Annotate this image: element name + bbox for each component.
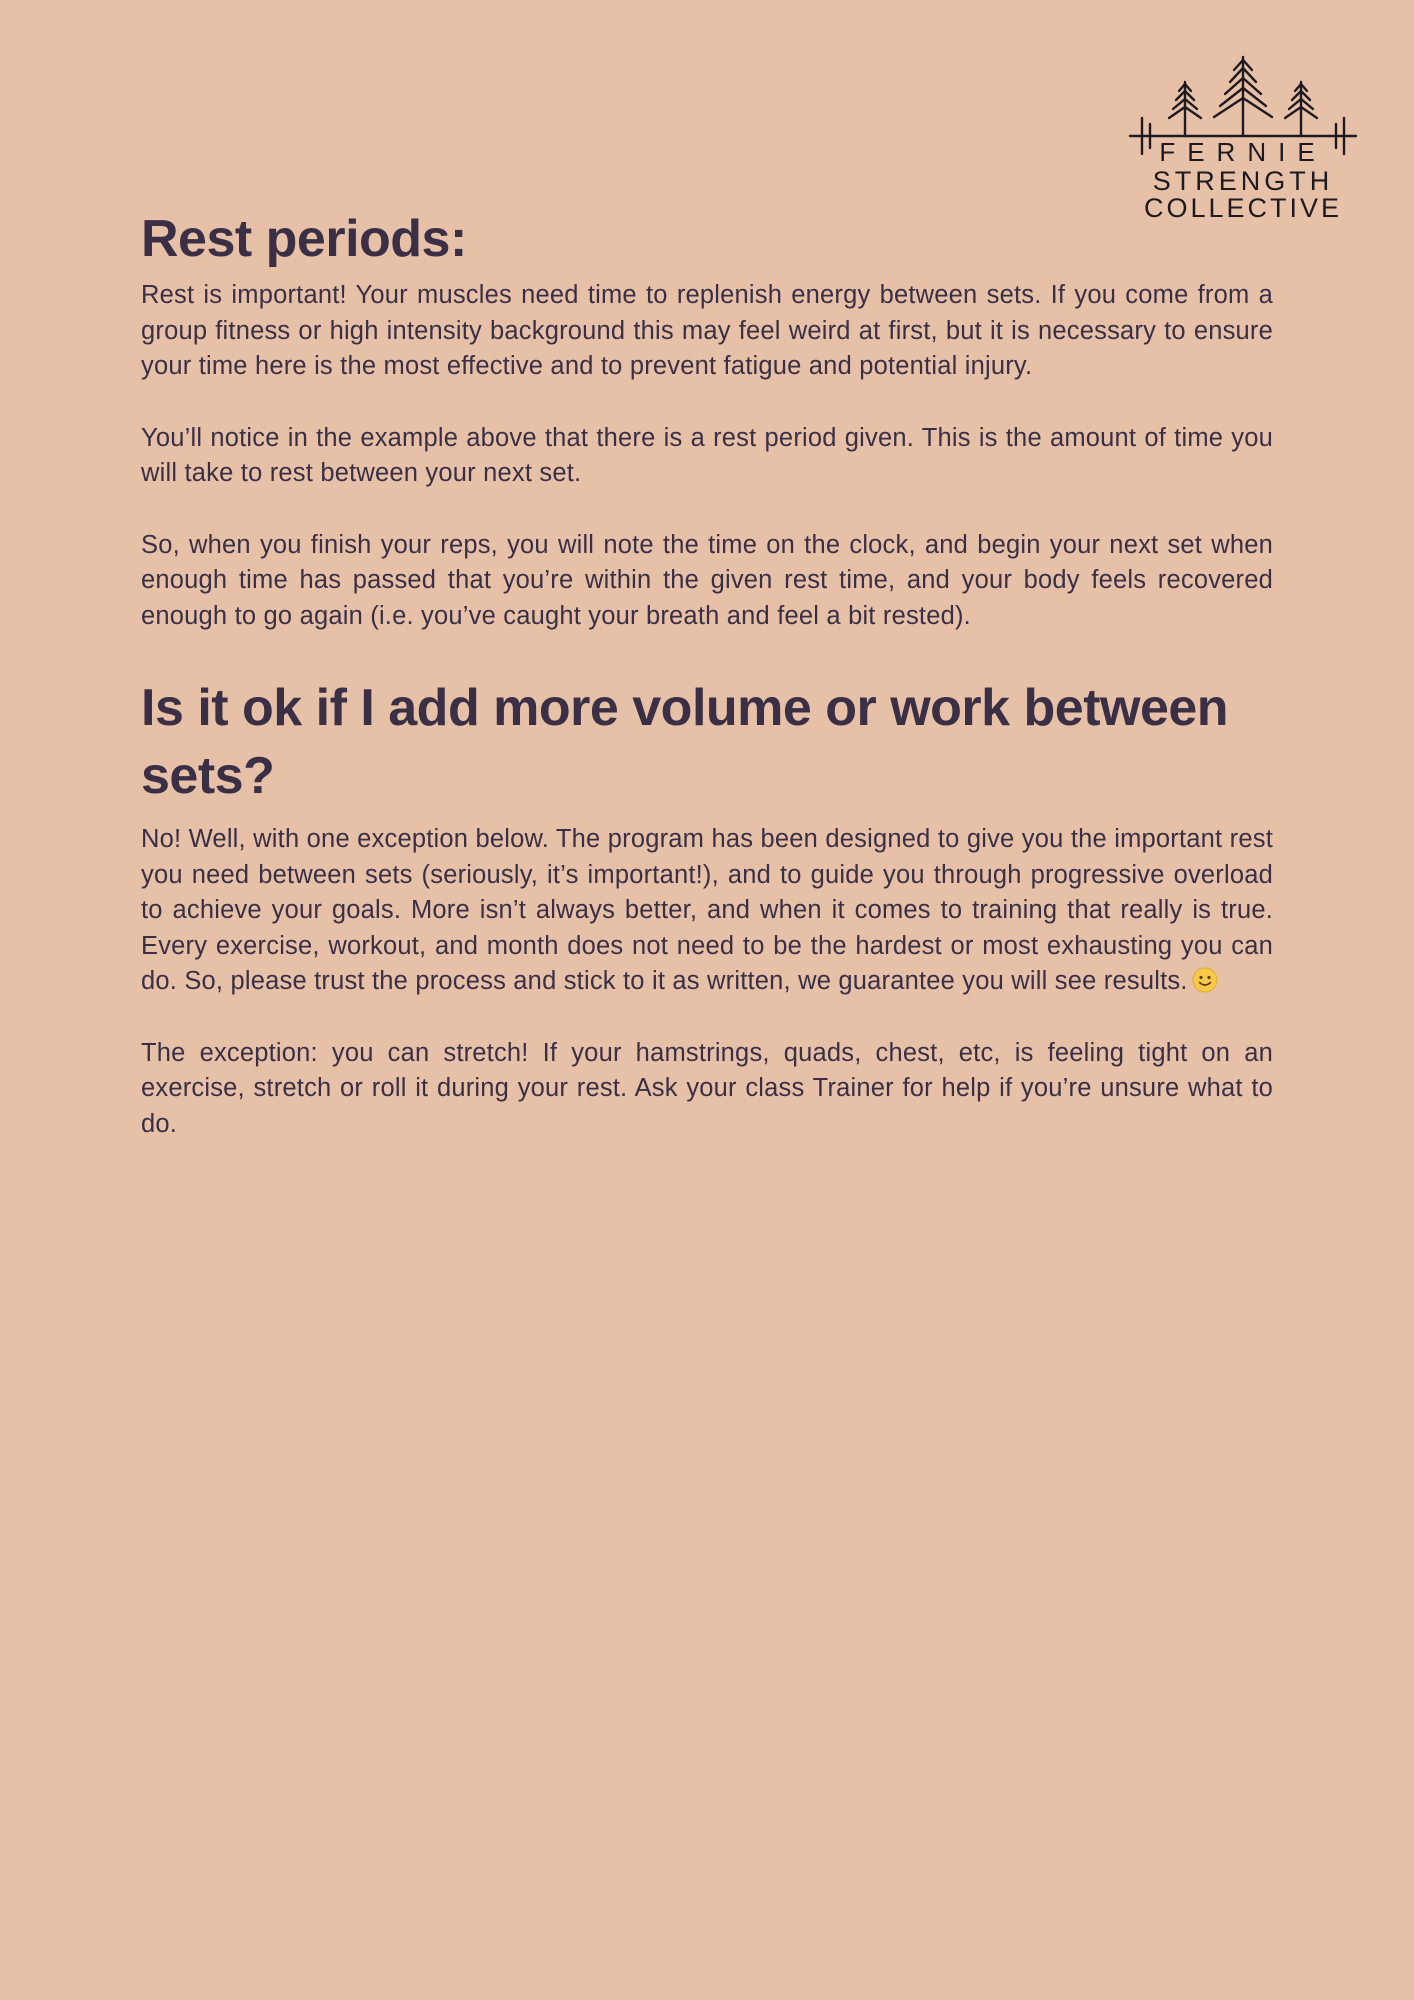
paragraph-rest-importance: Rest is important! Your muscles need time to replenish energy between sets. If you come from a group fitness or high intensity background this may feel weird at first, but it is necessary to ensure your time here is the most effective and to prevent fatigue and potential injury.	[141, 281, 1273, 380]
heading-rest-periods: Rest periods:	[141, 210, 467, 268]
logo-text-collective: COLLECTIVE	[1143, 193, 1343, 223]
paragraph-stretch-exception: The exception: you can stretch! If your hamstrings, quads, chest, etc, is feeling tight on an exercise, stretch or roll it during your rest. Ask your class Trainer for help if you’re unsure what to do.	[141, 1038, 1273, 1138]
fernie-strength-collective-logo	[1128, 54, 1358, 224]
paragraph-rest-example: You’ll notice in the example above that there is a rest period given. This is the amount of time you will take to rest between your next set.	[141, 423, 1273, 487]
logo-text-fernie: FERNIE	[1159, 137, 1327, 167]
slightly-smiling-face-icon	[1192, 967, 1218, 993]
logo-graphic	[1128, 54, 1358, 224]
logo-text-strength: STRENGTH	[1152, 166, 1334, 196]
paragraph-no-extra-volume-text: No! Well, with one exception below. The program has been designed to give you the important rest you need between sets (seriously, it’s important!), and to guide you through progressive overload to achieve your goals. More isn’t always better, and when it comes to training that really is true. Every exercise, workout, and month does not need to be the hardest or most exhausting you can do. So, please trust the process and stick to it as written, we guarantee you will see results.	[141, 825, 1273, 995]
paragraph-no-extra-volume	[141, 822, 1273, 1000]
paragraph-rest-timing: So, when you finish your reps, you will note the time on the clock, and begin your next set when enough time has passed that you’re within the given rest time, and your body feels recovered enough to go again (i.e. you’ve caught your breath and feel a bit rested).	[141, 530, 1273, 630]
document-body	[141, 200, 1273, 1142]
heading-add-volume: Is it ok if I add more volume or work between sets?	[141, 679, 1229, 805]
